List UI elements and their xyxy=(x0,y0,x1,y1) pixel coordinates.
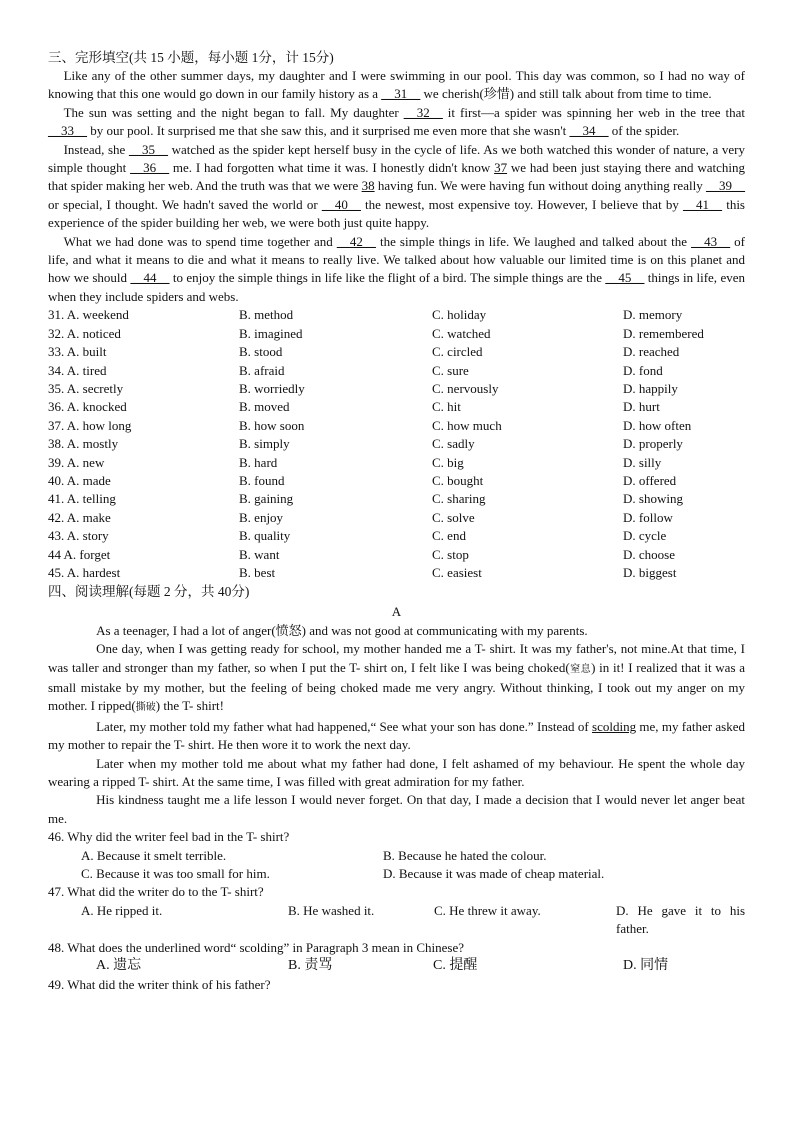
option-cell: D. showing xyxy=(623,491,683,507)
option-cell: 39. A. new xyxy=(48,454,105,470)
option-cell: D. properly xyxy=(623,436,683,452)
blank-38: 38 xyxy=(361,178,375,194)
option-row-31 xyxy=(48,306,745,324)
option-cell: B. method xyxy=(239,307,294,323)
option-cell: C. big xyxy=(432,454,464,470)
question-49: 49. What did the writer think of his father? xyxy=(48,976,271,992)
option-cell: D. biggest xyxy=(623,564,677,580)
option: A. He ripped it. xyxy=(81,902,163,918)
passage-label: A xyxy=(391,604,402,620)
option-cell: 45. A. hardest xyxy=(48,564,121,580)
reading-paragraph-2: One day, when I was getting ready for school, my mother handed me a T- shirt. It was my father's, not mine.At that time, I was taller and stronger than my father, so when I put the T- shirt on, I felt like I was being choked(窒息) in it! I realized that it was a small mistake by my mother, but the feeling of being choked made me very angry. Without thinking, I took out my anger on my mother. I ripped(撕破) the T- shirt! xyxy=(48,641,746,714)
option-cell: C. easiest xyxy=(432,564,482,580)
blank-39: __39__ xyxy=(706,178,745,194)
option-cell: 40. A. made xyxy=(48,472,111,488)
option-cell: D. offered xyxy=(623,472,677,488)
option-cell: B. worriedly xyxy=(239,380,305,396)
blank-42: __42__ xyxy=(336,233,376,249)
cloze-paragraph-4: What we had done was to spend time together and __42__ the simple things in life. We laughed and talked about the __43__ of life, and what it means to die and what it means to really live. We talked about how valuable our limited time is on this planet and how we should __44__ to enjoy the simple things in life like the flight of a bird. The simple things are the __45__ things in life, even when they include spiders and webs. xyxy=(48,233,745,304)
reading-paragraph-1: As a teenager, I had a lot of anger(愤怒) and was not good at communicating with my parents. xyxy=(96,622,588,638)
option: C. Because it was too small for him. xyxy=(81,866,270,882)
option-row-45 xyxy=(48,564,745,582)
option-row-32 xyxy=(48,325,745,343)
question-46: 46. Why did the writer feel bad in the T- shirt? xyxy=(48,829,290,845)
blank-34: __34__ xyxy=(569,123,609,139)
option-cell: B. imagined xyxy=(239,325,303,341)
option-cell: D. memory xyxy=(623,307,683,323)
question-46-options-row2 xyxy=(48,865,745,883)
option: D. Because it was made of cheap material. xyxy=(383,866,605,882)
option-row-38 xyxy=(48,435,745,453)
blank-41: __41__ xyxy=(683,196,723,212)
option-cell: C. solve xyxy=(432,509,475,525)
option-cell: D. reached xyxy=(623,344,680,360)
option-cell: D. happily xyxy=(623,380,678,396)
option-cell: B. hard xyxy=(239,454,278,470)
option-cell: B. enjoy xyxy=(239,509,284,525)
option-cell: C. end xyxy=(432,528,466,544)
option-cell: D. how often xyxy=(623,417,692,433)
option: A. Because it smelt terrible. xyxy=(81,847,227,863)
exam-page xyxy=(48,48,745,994)
blank-40: __40__ xyxy=(321,196,361,212)
blank-45: __45__ xyxy=(605,270,645,286)
option-cell: B. gaining xyxy=(239,491,294,507)
option-cell: D. cycle xyxy=(623,528,667,544)
option-row-43 xyxy=(48,527,745,545)
option-row-37 xyxy=(48,417,745,435)
option-cell: B. afraid xyxy=(239,362,285,378)
option-cell: 36. A. knocked xyxy=(48,399,127,415)
option-cell: C. how much xyxy=(432,417,502,433)
question-47: 47. What did the writer do to the T- shirt? xyxy=(48,884,264,900)
option-row-40 xyxy=(48,472,745,490)
option-cell: 43. A. story xyxy=(48,528,109,544)
option-cell: C. sadly xyxy=(432,436,475,452)
option-row-39 xyxy=(48,454,745,472)
question-47-options xyxy=(48,902,745,939)
cloze-options-table xyxy=(48,306,745,582)
option-cell: B. how soon xyxy=(239,417,305,433)
option: D. He gave it to his father. xyxy=(616,902,745,937)
option-cell: B. want xyxy=(239,546,280,562)
option-row-44 xyxy=(48,546,745,564)
option-cell: C. circled xyxy=(432,344,483,360)
option: B. Because he hated the colour. xyxy=(383,847,547,863)
blank-33: __33__ xyxy=(48,123,87,139)
blank-43: __43__ xyxy=(691,233,731,249)
option-cell: 38. A. mostly xyxy=(48,436,119,452)
option-cell: 33. A. built xyxy=(48,344,107,360)
option-cell: D. follow xyxy=(623,509,673,525)
annotation-choked: 窒息 xyxy=(569,663,592,675)
option-cell: 44 A. forget xyxy=(48,546,111,562)
option: B. 责骂 xyxy=(288,958,333,974)
option-row-42 xyxy=(48,509,745,527)
blank-35: __35__ xyxy=(128,141,168,157)
option: D. 同情 xyxy=(623,958,669,974)
option-cell: D. remembered xyxy=(623,325,704,341)
option: A. 遗忘 xyxy=(96,958,142,974)
blank-44: __44__ xyxy=(130,270,170,286)
section3-title: 三、完形填空(共 15 小题，每小题 1分，计 15分) xyxy=(48,50,334,65)
blank-37: 37 xyxy=(494,160,508,176)
cloze-paragraph-3: Instead, she __35__ watched as the spider kept herself busy in the cycle of life. As we both watched this wonder of nature, a very simple thought __36__ me. I had forgotten what time it was. I honestly didn't know 37 we had been just staying there and watching that spider making her web. And the truth was that we were 38 having fun. We were having fun without doing anything really __39__ or special, I thought. We hadn't saved the world or __40__ the newest, most expensive toy. However, I believe that by __41__ this experience of the spider building her web, we were both just quite happy. xyxy=(48,141,745,231)
reading-paragraph-4: Later when my mother told me about what my father had done, I felt ashamed of my behaviour. He spent the whole day wearing a ripped T- shirt. At the same time, I was filled with great admiration for my father. xyxy=(48,755,745,790)
question-46-options-row1 xyxy=(48,847,745,865)
option-cell: B. best xyxy=(239,564,276,580)
option-row-34 xyxy=(48,362,745,380)
option-cell: C. bought xyxy=(432,472,484,488)
reading-paragraph-5: His kindness taught me a life lesson I would never forget. On that day, I made a decision that I would never let anger beat me. xyxy=(48,792,745,826)
annotation-ripped: 撕破 xyxy=(135,702,156,714)
option-row-36 xyxy=(48,398,745,416)
option-cell: 31. A. weekend xyxy=(48,307,129,323)
option-cell: D. fond xyxy=(623,362,663,378)
option-row-33 xyxy=(48,343,745,361)
option-cell: 41. A. telling xyxy=(48,491,116,507)
blank-32: __32__ xyxy=(403,104,443,120)
option-cell: 42. A. make xyxy=(48,509,111,525)
option-cell: C. sharing xyxy=(432,491,486,507)
blank-31: __31__ xyxy=(381,86,421,102)
option-cell: 37. A. how long xyxy=(48,417,132,433)
option-cell: B. moved xyxy=(239,399,290,415)
reading-paragraph-3: Later, my mother told my father what had happened,“ See what your son has done.” Instead of scolding me, my father asked my mother to repair the T- shirt. He then wore it to work the next day. xyxy=(48,718,745,753)
blank-36: __36__ xyxy=(130,160,170,176)
option-cell: B. stood xyxy=(239,344,283,360)
section4-title: 四、阅读理解(每题 2 分，共 40分) xyxy=(48,584,250,600)
question-48: 48. What does the underlined word“ scolding” in Paragraph 3 mean in Chinese? xyxy=(48,939,465,955)
option-cell: D. choose xyxy=(623,546,675,562)
option-row-41 xyxy=(48,490,745,508)
option: B. He washed it. xyxy=(288,902,375,918)
option-cell: C. holiday xyxy=(432,307,487,323)
cloze-paragraph-2: The sun was setting and the night began to fall. My daughter __32__ it first—a spider was spinning her web in the tree that __33__ by our pool. It surprised me that she saw this, and it surprised me even more that she wasn't __34__ of the spider. xyxy=(48,104,746,139)
option-cell: B. found xyxy=(239,472,285,488)
option-cell: C. sure xyxy=(432,362,469,378)
option-cell: B. quality xyxy=(239,528,291,544)
option-row-35 xyxy=(48,380,745,398)
option-cell: C. watched xyxy=(432,325,491,341)
option-cell: 34. A. tired xyxy=(48,362,107,378)
option-cell: 32. A. noticed xyxy=(48,325,121,341)
option-cell: D. hurt xyxy=(623,399,660,415)
option: C. He threw it away. xyxy=(434,902,541,918)
option-cell: D. silly xyxy=(623,454,662,470)
option: C. 提醒 xyxy=(433,958,478,974)
option-cell: C. nervously xyxy=(432,380,499,396)
option-cell: B. simply xyxy=(239,436,290,452)
option-cell: 35. A. secretly xyxy=(48,380,124,396)
cloze-paragraph-1: Like any of the other summer days, my daughter and I were swimming in our pool. This day was common, so I had no way of knowing that this one would go down in our family history as a __31__ we cherish(珍惜) and still talk about from time to time. xyxy=(48,68,745,102)
question-48-options xyxy=(48,957,745,975)
underlined-word: scolding xyxy=(592,718,637,734)
option-cell: C. hit xyxy=(432,399,461,415)
option-cell: C. stop xyxy=(432,546,469,562)
